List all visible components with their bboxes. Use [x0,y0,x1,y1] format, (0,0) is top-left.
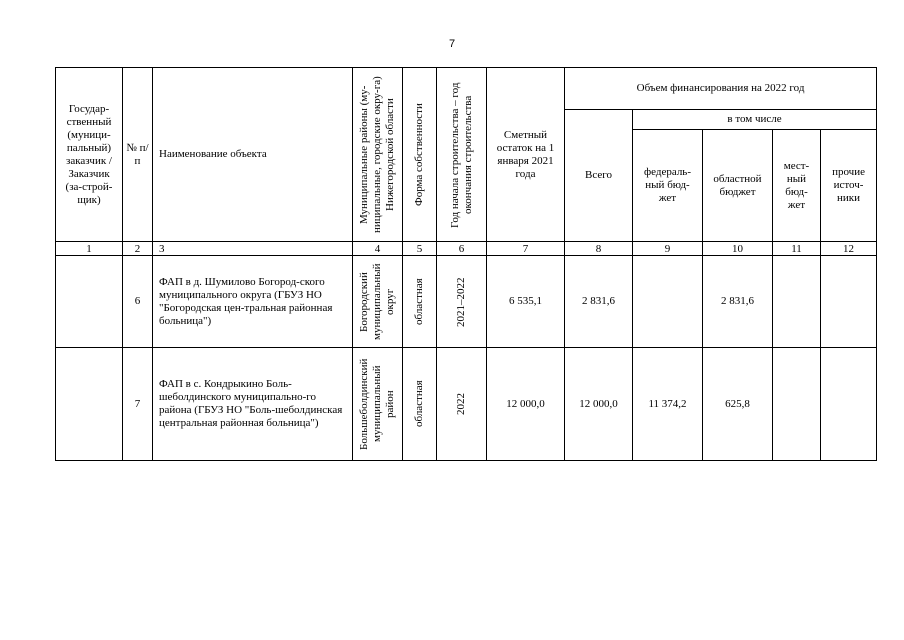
cell-district [353,348,403,461]
column-number: 2 [123,242,153,256]
column-number: 9 [633,242,703,256]
financing-table [55,67,877,461]
column-number: 10 [703,242,773,256]
table-row [56,256,877,348]
cell-remainder: 6 535,1 [487,256,565,348]
column-number: 3 [153,242,353,256]
header-financing [565,68,877,110]
header-district-text: Муниципальные районы (му-ниципальные, городские окру-га) Нижегородской области [358,76,396,233]
cell-regional: 625,8 [703,348,773,461]
cell-district-text: Большеболдинский муниципальный район [358,358,396,450]
cell-years [437,256,487,348]
header-including [633,110,877,130]
header-remainder [487,68,565,242]
header-local [773,130,821,242]
header-regional-text: областной бюджет [713,172,762,198]
header-including-text: в том числе [727,113,782,125]
header-financing-text: Объем финансирования на 2022 год [636,82,805,94]
column-number: 6 [437,242,487,256]
header-years [437,68,487,242]
header-customer [56,68,123,242]
cell-total: 12 000,0 [565,348,633,461]
cell-index: 7 [123,348,153,461]
cell-remainder: 12 000,0 [487,348,565,461]
header-customer-text: Государ-ственный (муници-пальный) заказчик / Заказчик (за-строй-щик) [65,102,113,206]
cell-ownership-text: областная [413,278,425,325]
column-number: 1 [56,242,123,256]
column-number: 8 [565,242,633,256]
cell-other [821,348,877,461]
header-total-text: Всего [585,169,612,181]
column-number: 4 [353,242,403,256]
header-other [821,130,877,242]
header-row-1 [56,68,877,110]
cell-customer [56,348,123,461]
cell-federal [633,256,703,348]
cell-district-text: Богородский муниципальный округ [358,263,396,340]
cell-years-text: 2022 [455,393,467,415]
header-object-name [153,68,353,242]
header-local-text: мест-ный бюд-жет [783,159,810,211]
header-federal-text: федераль-ный бюд-жет [644,166,691,204]
cell-regional: 2 831,6 [703,256,773,348]
cell-total: 2 831,6 [565,256,633,348]
cell-index: 6 [123,256,153,348]
column-number: 5 [403,242,437,256]
cell-years-text: 2021–2022 [455,276,467,327]
cell-ownership [403,348,437,461]
header-federal [633,130,703,242]
table-row [56,348,877,461]
column-number: 12 [821,242,877,256]
cell-other [821,256,877,348]
header-ownership [403,68,437,242]
cell-local [773,256,821,348]
cell-years [437,348,487,461]
cell-local [773,348,821,461]
page-number: 7 [448,38,456,50]
header-ownership-text: Форма собственности [413,103,425,206]
cell-ownership-text: областная [413,380,425,428]
header-index-text: № п/п [126,141,149,167]
header-total [565,110,633,242]
cell-ownership [403,256,437,348]
header-regional [703,130,773,242]
cell-district [353,256,403,348]
header-years-text: Год начала строительства – год окончания строительства [448,81,474,228]
cell-object-name: ФАП в д. Шумилово Богород-ского муниципального округа (ГБУЗ НО "Богородская цен-тральная районная больница") [153,256,353,348]
cell-customer [56,256,123,348]
header-other-text: прочие источ-ники [832,166,865,204]
header-remainder-text: Сметный остаток на 1 января 2021 года [496,128,555,180]
header-object-name-text: Наименование объекта [159,148,267,160]
header-index [123,68,153,242]
column-number: 7 [487,242,565,256]
header-district [353,68,403,242]
cell-federal: 11 374,2 [633,348,703,461]
column-number: 11 [773,242,821,256]
cell-object-name: ФАП в с. Кондрыкино Боль-шеболдинского муниципально-го района (ГБУЗ НО "Боль-шеболдинская центральная районная больница") [153,348,353,461]
column-number-row [56,242,877,256]
